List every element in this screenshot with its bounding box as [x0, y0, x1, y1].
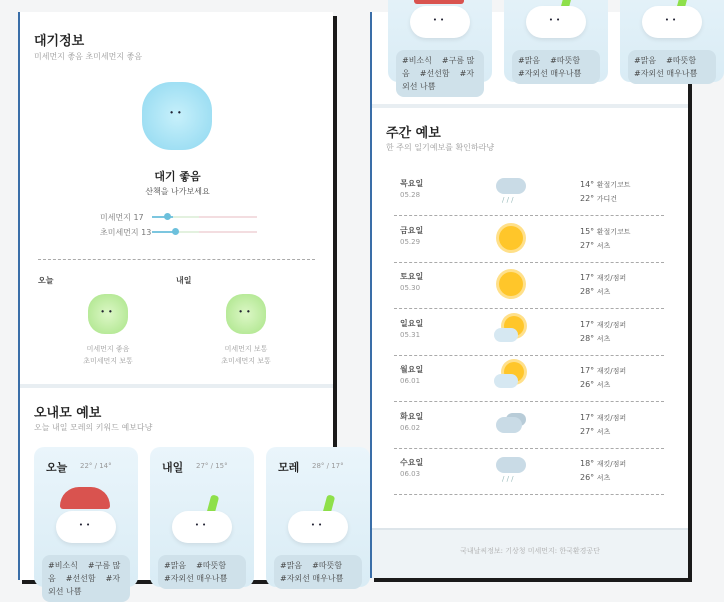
- keyword-tags: [628, 50, 716, 84]
- umbrella-icon: [414, 0, 464, 4]
- high-temp: 26°: [580, 473, 595, 482]
- row-day: 일요일: [400, 318, 424, 328]
- keyword-tag: #자외선 나쁨: [402, 69, 475, 91]
- high-temp: 27°: [580, 426, 595, 436]
- tomorrow-mascot-icon: ••: [226, 294, 266, 334]
- forecast-card-0[interactable]: [34, 447, 138, 596]
- rain-icon: / / /: [494, 453, 528, 487]
- card-temp: 22° / 14°: [80, 462, 112, 470]
- row-date: 05.31: [400, 330, 421, 339]
- keyword-tags: [158, 555, 246, 589]
- card-temp: 28° / 17°: [312, 462, 344, 470]
- low-temp: 18°: [580, 459, 595, 468]
- onaemo-title: 오내모 예보: [34, 406, 102, 421]
- low-temp: 14°: [580, 180, 595, 189]
- keyword-tag: #자외선 나쁨: [48, 574, 121, 596]
- keyword-tags: [512, 50, 600, 84]
- keyword-tags: [274, 555, 362, 589]
- high-wear: 셔츠: [596, 241, 611, 250]
- card-day: 오늘: [46, 461, 68, 474]
- pm25-bar: [152, 231, 257, 233]
- pm10-label: 미세먼지 17: [100, 213, 144, 222]
- onaemo-subtitle: 오늘 내일 모레의 키워드 예보다냥: [34, 423, 153, 432]
- row-date: 05.29: [400, 237, 421, 246]
- forecast-card-2[interactable]: [266, 447, 370, 587]
- low-wear: 재킷/점퍼: [596, 320, 627, 329]
- row-date: 06.02: [400, 423, 421, 432]
- keyword-tag: #비소식: [48, 561, 78, 570]
- row-day: 금요일: [400, 225, 424, 235]
- row-day: 월요일: [400, 365, 424, 374]
- pm10-knob: [164, 213, 171, 220]
- partly-cloudy-icon: [494, 360, 528, 394]
- cloud-mascot-icon: ••: [172, 511, 232, 543]
- high-wear: 가디건: [596, 195, 618, 203]
- cloud-mascot-icon: ••: [526, 6, 586, 38]
- section-separator: [20, 384, 333, 388]
- tomorrow-label: 내일: [176, 276, 192, 285]
- low-wear: 재킷/점퍼: [596, 367, 627, 375]
- keyword-tag: #자외선 매우나쁨: [634, 69, 698, 78]
- keyword-tag: #자외선 매우나쁨: [518, 69, 582, 78]
- divider: [38, 259, 315, 260]
- rain-icon: / / /: [494, 174, 528, 208]
- today-pm25: 초미세먼지 보통: [83, 357, 133, 365]
- air-message: 산책을 나가보세요: [145, 187, 210, 196]
- low-temp: 17°: [580, 273, 595, 282]
- today-label: 오늘: [38, 276, 54, 285]
- pm25-label: 초미세먼지 13: [100, 228, 152, 237]
- air-status: 대기 좋음: [154, 170, 201, 183]
- high-temp: 27°: [580, 240, 595, 250]
- keyword-tag: #선선함: [419, 69, 450, 78]
- low-temp: 17°: [580, 366, 595, 375]
- row-date: 05.28: [400, 191, 421, 199]
- keyword-tag: #맑음: [634, 56, 657, 65]
- low-temp: 17°: [580, 319, 595, 329]
- weekly-row: [394, 403, 664, 449]
- low-wear: 재킷/점퍼: [596, 274, 627, 282]
- card-day: 모레: [278, 461, 300, 474]
- weekly-row: [394, 217, 664, 263]
- today-pm10: 미세먼지 좋음: [86, 345, 130, 353]
- section-separator: [372, 104, 688, 108]
- keyword-tag: #맑음: [518, 56, 541, 65]
- forecast-card-1[interactable]: [504, 0, 608, 82]
- weekly-row: [394, 449, 664, 495]
- umbrella-icon: [60, 487, 110, 509]
- tomorrow-pm25: 초미세먼지 보통: [221, 357, 271, 365]
- low-wear: 환절기코트: [596, 181, 631, 189]
- row-date: 05.30: [400, 284, 421, 292]
- partly-cloudy-icon: [494, 314, 528, 348]
- keyword-tags: [396, 50, 484, 97]
- row-date: 06.01: [400, 377, 421, 385]
- high-wear: 셔츠: [596, 288, 611, 296]
- keyword-tag: #맑음: [280, 561, 303, 570]
- high-temp: 22°: [580, 194, 595, 203]
- pm10-bar: [152, 216, 257, 218]
- card-day: 내일: [162, 461, 184, 474]
- sun-icon: [494, 267, 528, 301]
- keyword-tag: #따뜻함: [666, 56, 697, 65]
- weekly-row: [394, 170, 664, 216]
- air-mascot-icon: ••: [142, 82, 212, 150]
- low-temp: 15°: [580, 226, 595, 236]
- row-divider: [394, 494, 664, 495]
- keyword-tag: #맑음: [164, 561, 187, 570]
- cloud-mascot-icon: ••: [56, 511, 116, 543]
- row-date: 06.03: [400, 470, 421, 478]
- air-title: 대기정보: [34, 34, 85, 49]
- weekly-title: 주간 예보: [386, 126, 441, 141]
- high-wear: 셔츠: [596, 334, 611, 343]
- keyword-tag: #구름 많음: [402, 56, 475, 78]
- pm25-knob: [172, 228, 179, 235]
- cloud-mascot-icon: ••: [288, 511, 348, 543]
- low-temp: 17°: [580, 412, 595, 422]
- air-subtitle: 미세먼지 좋음 초미세먼지 좋음: [34, 52, 143, 61]
- keyword-tag: #따뜻함: [312, 561, 343, 570]
- keyword-tag: #자외선 매우나쁨: [280, 574, 344, 583]
- row-day: 토요일: [400, 272, 424, 281]
- low-wear: 환절기코트: [596, 227, 631, 236]
- keyword-tag: #자외선 매우나쁨: [164, 574, 228, 583]
- cloud-mascot-icon: ••: [642, 6, 702, 38]
- keyword-tag: #선선함: [65, 574, 96, 583]
- forecast-card-1[interactable]: [150, 447, 254, 587]
- right-screen: [370, 12, 698, 578]
- footer-text: 국내날씨정보: 기상청 미세먼지: 한국환경공단: [460, 547, 600, 555]
- cloudy-icon: [494, 407, 528, 441]
- low-wear: 재킷/점퍼: [596, 460, 627, 468]
- card-temp: 27° / 15°: [196, 462, 228, 470]
- weekly-row: [394, 310, 664, 356]
- row-day: 화요일: [400, 411, 424, 421]
- row-day: 수요일: [400, 458, 424, 467]
- high-temp: 28°: [580, 333, 595, 343]
- cloud-mascot-icon: ••: [410, 6, 470, 38]
- high-wear: 셔츠: [596, 381, 611, 389]
- low-wear: 재킷/점퍼: [596, 413, 627, 422]
- today-mascot-icon: ••: [88, 294, 128, 334]
- footer: [372, 528, 688, 578]
- weekly-row: [394, 356, 664, 402]
- keyword-tag: #비소식: [402, 56, 432, 65]
- forecast-card-2[interactable]: [620, 0, 724, 82]
- keyword-tag: #따뜻함: [196, 561, 227, 570]
- row-day: 목요일: [400, 179, 424, 188]
- left-screen: [18, 12, 344, 596]
- keyword-tag: #따뜻함: [550, 56, 581, 65]
- sun-icon: [494, 221, 528, 255]
- high-temp: 26°: [580, 380, 595, 389]
- weekly-subtitle: 한 주의 일기예보를 확인하라냥: [386, 143, 495, 152]
- high-wear: 셔츠: [596, 474, 611, 482]
- tomorrow-pm10: 미세먼지 보통: [224, 345, 268, 353]
- forecast-card-0[interactable]: [388, 0, 492, 91]
- weekly-row: [394, 263, 664, 309]
- high-temp: 28°: [580, 287, 595, 296]
- keyword-tag: #구름 많음: [48, 561, 121, 583]
- high-wear: 셔츠: [596, 427, 611, 436]
- keyword-tags: [42, 555, 130, 602]
